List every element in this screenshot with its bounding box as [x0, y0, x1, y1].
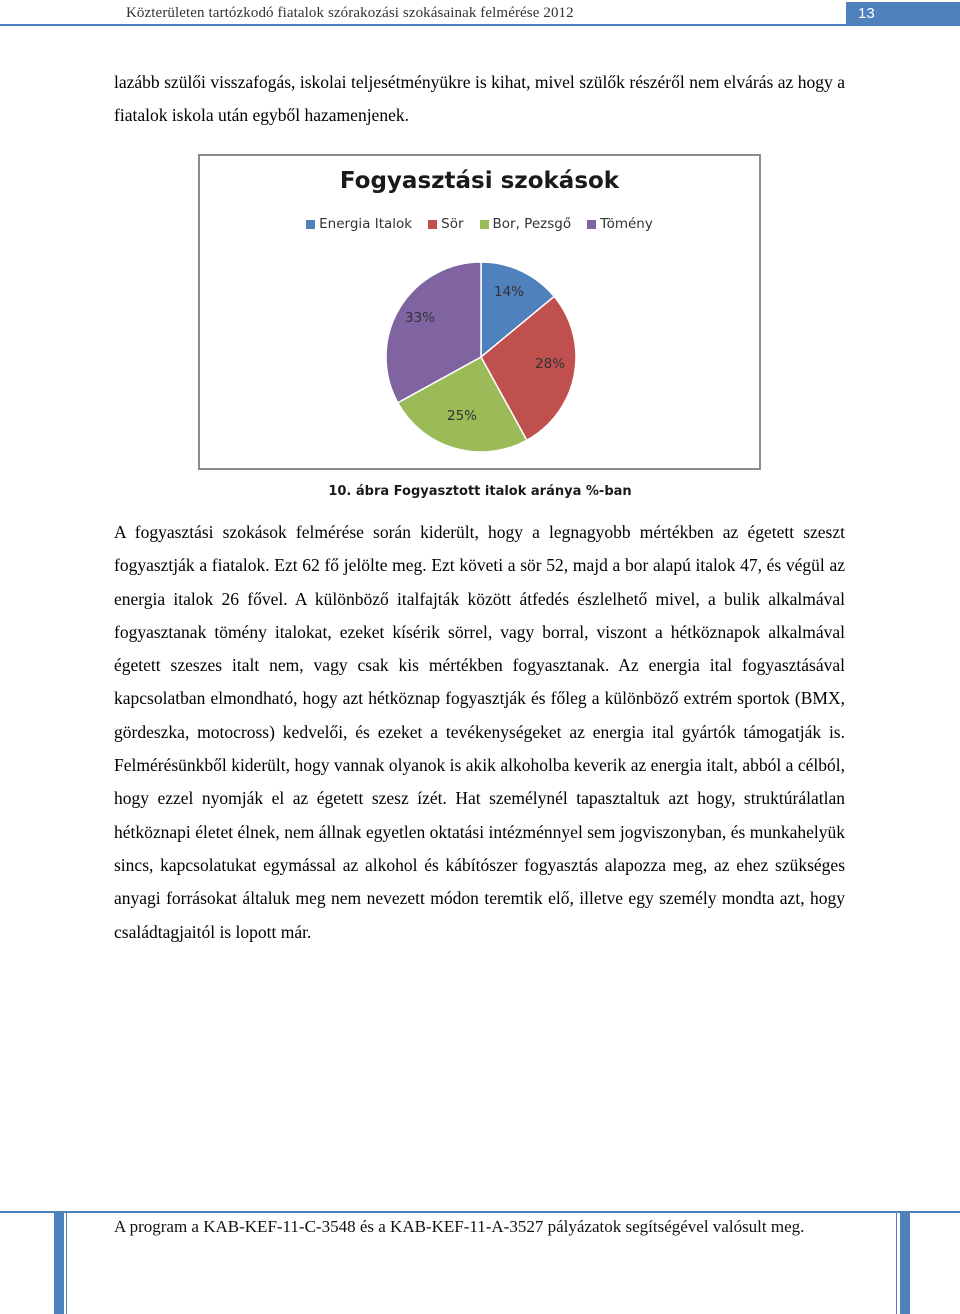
- legend-label: Bor, Pezsgő: [492, 216, 572, 232]
- pie-data-label: 14%: [493, 284, 525, 300]
- intro-paragraph: lazább szülői visszafogás, iskolai teljesétményükre is kihat, mivel szülők részéről nem elvárás az hogy a fiatalok iskola után egyből hazamenjenek.: [114, 72, 845, 126]
- footer-left-bar: [54, 1213, 64, 1314]
- footer-right-line: [896, 1213, 897, 1314]
- page-number: 13: [858, 5, 875, 22]
- running-header-title: Közterületen tartózkodó fiatalok szórakozási szokásainak felmérése 2012: [126, 5, 574, 21]
- legend-label: Energia Italok: [319, 216, 413, 232]
- legend-label: Sör: [441, 216, 464, 232]
- pie-data-label: 25%: [446, 408, 478, 424]
- pie-chart: [198, 154, 761, 470]
- pie-data-label: 33%: [404, 310, 436, 326]
- footer-text: A program a KAB-KEF-11-C-3548 és a KAB-KEF-11-A-3527 pályázatok segítségével valósult meg.: [114, 1217, 805, 1236]
- pie-data-label: 28%: [534, 356, 566, 372]
- main-paragraph: A fogyasztási szokások felmérése során kiderült, hogy a legnagyobb mértékben az égetett szeszt fogyasztják a fiatalok. Ezt 62 fő jelölte meg. Ezt követi a sör 52, majd a bor alapú italok 47, és végül az energia italok 26 fővel. A különböző italfajták között átfedés észlelhető mivel, a bulik alkalmával fogyasztanak tömény italokat, ezeket kísérik sörrel, vagy borral, viszont a hétköznapok alkalmával égetett szeszes italt nem, vagy csak kis mértékben fogyasztanak. Az energia ital fogyasztásával kapcsolatban elmondható, hogy azt hétköznap fogyasztják és főleg a különböző extrém sportok (BMX, gördeszka, motocross) kedvelői, és ezeket a tevékenységeket az energia ital gyártók támogatják is. Felmérésünkből kiderült, hogy vannak olyanok is akik alkoholba keverik az energia italt, abból a célból, hogy ezzel nyomják el az égetett szesz ízét. Hat személynél tapasztaltuk azt hogy, struktúrálatlan hétköznapi életet élnek, nem állnak egyetlen oktatási intézménnyel sem jogviszonyban, és munkahelyük sincs, kapcsolatukat egymással az alkohol és kábítószer fogyasztás alapozza meg, az ehez szükséges anyagi forrásokat általuk meg nem nevezett módon teremtik elő, illetve egy személy mondta azt, hogy családtagjaitól is lopott már.: [114, 522, 845, 942]
- chart-title: Fogyasztási szokások: [339, 168, 620, 194]
- header-divider: [0, 24, 960, 26]
- footer-divider: [0, 1211, 960, 1213]
- pie-chart-svg: [200, 156, 759, 468]
- figure-caption: 10. ábra Fogyasztott italok aránya %-ban: [328, 484, 632, 499]
- page-number-badge: [846, 2, 960, 25]
- footer-right-bar: [900, 1213, 910, 1314]
- legend-label: Tömény: [600, 216, 653, 232]
- footer-left-line: [66, 1213, 67, 1314]
